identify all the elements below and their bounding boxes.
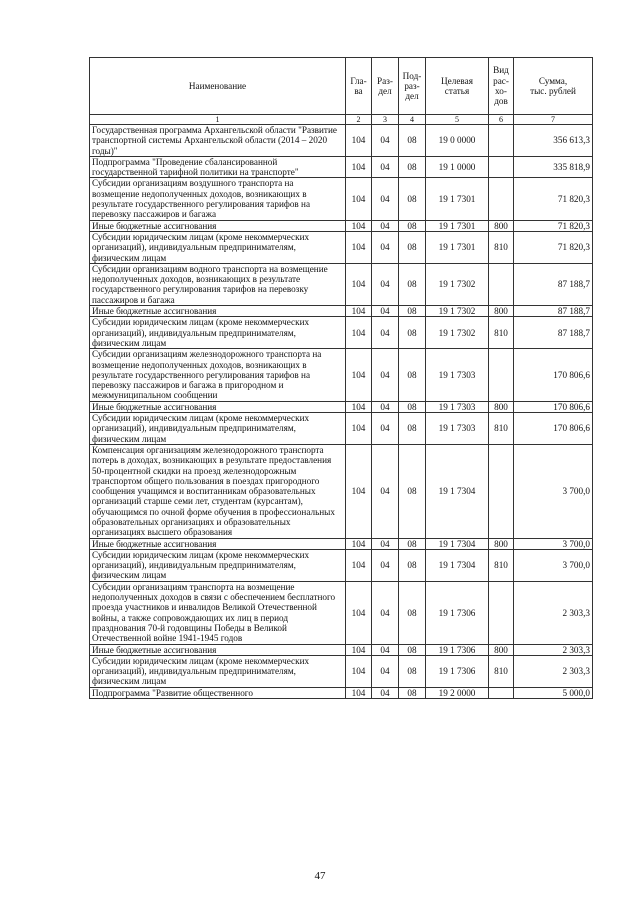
cell-razdel: 04	[372, 549, 399, 581]
header-row	[90, 58, 593, 115]
table-row	[90, 401, 593, 412]
cell-razdel: 04	[372, 306, 399, 317]
cell-glava: 104	[346, 687, 372, 698]
cell-sum: 2 303,3	[514, 644, 593, 655]
cell-sum: 335 818,9	[514, 156, 593, 178]
cell-name: Субсидии организациям железнодорожного транспорта на возмещение недополученных доходов, возникающих в результате государственного регулирования тарифов на перевозку пассажиров и багажа в пригородном и межмуниципальном сообщении	[90, 349, 346, 401]
table-row	[90, 644, 593, 655]
header-vid: Вид рас- хо- дов	[489, 58, 514, 115]
cell-sum: 2 303,3	[514, 655, 593, 687]
cell-razdel: 04	[372, 125, 399, 157]
cell-glava: 104	[346, 178, 372, 220]
cell-podrazdel: 08	[399, 263, 426, 305]
cell-razdel: 04	[372, 156, 399, 178]
cell-target: 19 1 7304	[426, 444, 489, 538]
cell-glava: 104	[346, 220, 372, 231]
table-row	[90, 581, 593, 644]
cell-razdel: 04	[372, 349, 399, 401]
cell-name: Иные бюджетные ассигнования	[90, 538, 346, 549]
cell-sum: 3 700,0	[514, 549, 593, 581]
cell-sum: 170 806,6	[514, 401, 593, 412]
cell-vid	[489, 156, 514, 178]
cell-name: Государственная программа Архангельской области "Развитие транспортной системы Архангельской области (2014 – 2020 годы)"	[90, 125, 346, 157]
column-number: 2	[346, 115, 372, 125]
table-row	[90, 156, 593, 178]
cell-glava: 104	[346, 538, 372, 549]
header-name: Наименование	[90, 58, 346, 115]
cell-name: Иные бюджетные ассигнования	[90, 220, 346, 231]
cell-vid: 800	[489, 644, 514, 655]
cell-vid	[489, 349, 514, 401]
cell-razdel: 04	[372, 317, 399, 349]
cell-razdel: 04	[372, 644, 399, 655]
cell-podrazdel: 08	[399, 156, 426, 178]
cell-name: Иные бюджетные ассигнования	[90, 401, 346, 412]
cell-podrazdel: 08	[399, 317, 426, 349]
cell-glava: 104	[346, 156, 372, 178]
cell-vid: 810	[489, 413, 514, 445]
cell-target: 19 1 7306	[426, 655, 489, 687]
column-number: 4	[399, 115, 426, 125]
header-target: Целевая статья	[426, 58, 489, 115]
cell-sum: 2 303,3	[514, 581, 593, 644]
cell-target: 19 1 7306	[426, 644, 489, 655]
table-row	[90, 231, 593, 263]
cell-glava: 104	[346, 644, 372, 655]
cell-sum: 170 806,6	[514, 349, 593, 401]
cell-vid: 810	[489, 231, 514, 263]
cell-sum: 3 700,0	[514, 538, 593, 549]
cell-vid: 800	[489, 538, 514, 549]
cell-target: 19 1 7306	[426, 581, 489, 644]
table-row	[90, 655, 593, 687]
cell-vid: 800	[489, 306, 514, 317]
cell-vid	[489, 444, 514, 538]
cell-target: 19 1 7301	[426, 231, 489, 263]
cell-podrazdel: 08	[399, 549, 426, 581]
table-row	[90, 125, 593, 157]
cell-name: Иные бюджетные ассигнования	[90, 644, 346, 655]
table-row	[90, 317, 593, 349]
cell-name: Субсидии организациям транспорта на возмещение недополученных доходов в связи с обеспечением бесплатного проезда участников и инвалидов Великой Отечественной войны, а также сопровождающих их лиц в период празднования 70-й годовщины Победы в Великой Отечественной войне 1941-1945 годов	[90, 581, 346, 644]
cell-razdel: 04	[372, 413, 399, 445]
cell-sum: 87 188,7	[514, 317, 593, 349]
cell-sum: 71 820,3	[514, 178, 593, 220]
cell-name: Компенсация организациям железнодорожного транспорта потерь в доходах, возникающих в результате предоставления 50-процентной скидки на проезд железнодорожным транспортом общего пользования в поездах пригородного сообщения учащимся и воспитанникам образовательных организаций старше семи лет, студентам (курсантам), обучающимся по очной форме обучения в профессиональных образовательных организациях и образовательных организациях высшего образования	[90, 444, 346, 538]
cell-podrazdel: 08	[399, 220, 426, 231]
cell-target: 19 1 7301	[426, 178, 489, 220]
cell-vid	[489, 125, 514, 157]
cell-name: Подпрограмма "Развитие общественного	[90, 687, 346, 698]
table-row	[90, 220, 593, 231]
cell-glava: 104	[346, 263, 372, 305]
cell-sum: 170 806,6	[514, 413, 593, 445]
table-row	[90, 549, 593, 581]
column-number: 7	[514, 115, 593, 125]
column-number: 6	[489, 115, 514, 125]
cell-podrazdel: 08	[399, 581, 426, 644]
cell-glava: 104	[346, 401, 372, 412]
cell-sum: 356 613,3	[514, 125, 593, 157]
cell-podrazdel: 08	[399, 125, 426, 157]
cell-vid: 810	[489, 655, 514, 687]
cell-razdel: 04	[372, 263, 399, 305]
cell-razdel: 04	[372, 444, 399, 538]
budget-table	[89, 57, 593, 699]
cell-razdel: 04	[372, 687, 399, 698]
table-row	[90, 444, 593, 538]
cell-glava: 104	[346, 549, 372, 581]
cell-glava: 104	[346, 444, 372, 538]
cell-sum: 71 820,3	[514, 231, 593, 263]
cell-vid	[489, 687, 514, 698]
cell-podrazdel: 08	[399, 401, 426, 412]
table-row	[90, 306, 593, 317]
table-row	[90, 687, 593, 698]
cell-glava: 104	[346, 581, 372, 644]
table-row	[90, 413, 593, 445]
cell-target: 19 1 7304	[426, 538, 489, 549]
cell-name: Субсидии юридическим лицам (кроме некоммерческих организаций), индивидуальным предпринимателям, физическим лицам	[90, 231, 346, 263]
cell-sum: 5 000,0	[514, 687, 593, 698]
cell-target: 19 1 7303	[426, 401, 489, 412]
cell-razdel: 04	[372, 220, 399, 231]
table-body	[90, 125, 593, 699]
cell-sum: 71 820,3	[514, 220, 593, 231]
cell-glava: 104	[346, 125, 372, 157]
cell-target: 19 1 7302	[426, 317, 489, 349]
cell-glava: 104	[346, 655, 372, 687]
cell-razdel: 04	[372, 538, 399, 549]
page-number: 47	[314, 870, 326, 882]
cell-vid: 800	[489, 220, 514, 231]
cell-podrazdel: 08	[399, 538, 426, 549]
cell-podrazdel: 08	[399, 444, 426, 538]
cell-target: 19 2 0000	[426, 687, 489, 698]
cell-razdel: 04	[372, 581, 399, 644]
cell-name: Субсидии юридическим лицам (кроме некоммерческих организаций), индивидуальным предпринимателям, физическим лицам	[90, 549, 346, 581]
cell-target: 19 1 7304	[426, 549, 489, 581]
cell-name: Иные бюджетные ассигнования	[90, 306, 346, 317]
column-number: 5	[426, 115, 489, 125]
cell-podrazdel: 08	[399, 644, 426, 655]
table-row	[90, 349, 593, 401]
cell-target: 19 1 7303	[426, 349, 489, 401]
cell-razdel: 04	[372, 401, 399, 412]
cell-podrazdel: 08	[399, 231, 426, 263]
column-number-row	[90, 115, 593, 125]
cell-glava: 104	[346, 231, 372, 263]
cell-vid: 810	[489, 317, 514, 349]
cell-sum: 87 188,7	[514, 306, 593, 317]
cell-target: 19 1 0000	[426, 156, 489, 178]
cell-glava: 104	[346, 317, 372, 349]
cell-sum: 87 188,7	[514, 263, 593, 305]
header-razdel: Раз- дел	[372, 58, 399, 115]
cell-target: 19 1 7301	[426, 220, 489, 231]
cell-glava: 104	[346, 413, 372, 445]
cell-name: Подпрограмма "Проведение сбалансированной государственной тарифной политики на транспорте"	[90, 156, 346, 178]
cell-razdel: 04	[372, 655, 399, 687]
header-glava: Гла- ва	[346, 58, 372, 115]
cell-sum: 3 700,0	[514, 444, 593, 538]
cell-name: Субсидии организациям воздушного транспорта на возмещение недополученных доходов, возникающих в результате государственного регулирования тарифов на перевозку пассажиров и багажа	[90, 178, 346, 220]
cell-razdel: 04	[372, 231, 399, 263]
cell-podrazdel: 08	[399, 306, 426, 317]
cell-glava: 104	[346, 349, 372, 401]
cell-name: Субсидии юридическим лицам (кроме некоммерческих организаций), индивидуальным предпринимателям, физическим лицам	[90, 655, 346, 687]
table-row	[90, 538, 593, 549]
cell-name: Субсидии юридическим лицам (кроме некоммерческих организаций), индивидуальным предпринимателям, физическим лицам	[90, 413, 346, 445]
cell-target: 19 0 0000	[426, 125, 489, 157]
header-podrazdel: Под- раз- дел	[399, 58, 426, 115]
cell-vid	[489, 178, 514, 220]
cell-target: 19 1 7302	[426, 306, 489, 317]
header-sum: Сумма, тыс. рублей	[514, 58, 593, 115]
cell-podrazdel: 08	[399, 687, 426, 698]
cell-vid: 800	[489, 401, 514, 412]
cell-podrazdel: 08	[399, 178, 426, 220]
cell-podrazdel: 08	[399, 413, 426, 445]
cell-razdel: 04	[372, 178, 399, 220]
cell-vid	[489, 263, 514, 305]
cell-name: Субсидии организациям водного транспорта на возмещение недополученных доходов, возникающих в результате государственного регулирования тарифов на перевозку пассажиров и багажа	[90, 263, 346, 305]
column-number: 3	[372, 115, 399, 125]
cell-vid	[489, 581, 514, 644]
cell-glava: 104	[346, 306, 372, 317]
table-row	[90, 178, 593, 220]
cell-podrazdel: 08	[399, 655, 426, 687]
column-number: 1	[90, 115, 346, 125]
cell-vid: 810	[489, 549, 514, 581]
cell-podrazdel: 08	[399, 349, 426, 401]
table-row	[90, 263, 593, 305]
cell-target: 19 1 7302	[426, 263, 489, 305]
cell-target: 19 1 7303	[426, 413, 489, 445]
cell-name: Субсидии юридическим лицам (кроме некоммерческих организаций), индивидуальным предпринимателям, физическим лицам	[90, 317, 346, 349]
